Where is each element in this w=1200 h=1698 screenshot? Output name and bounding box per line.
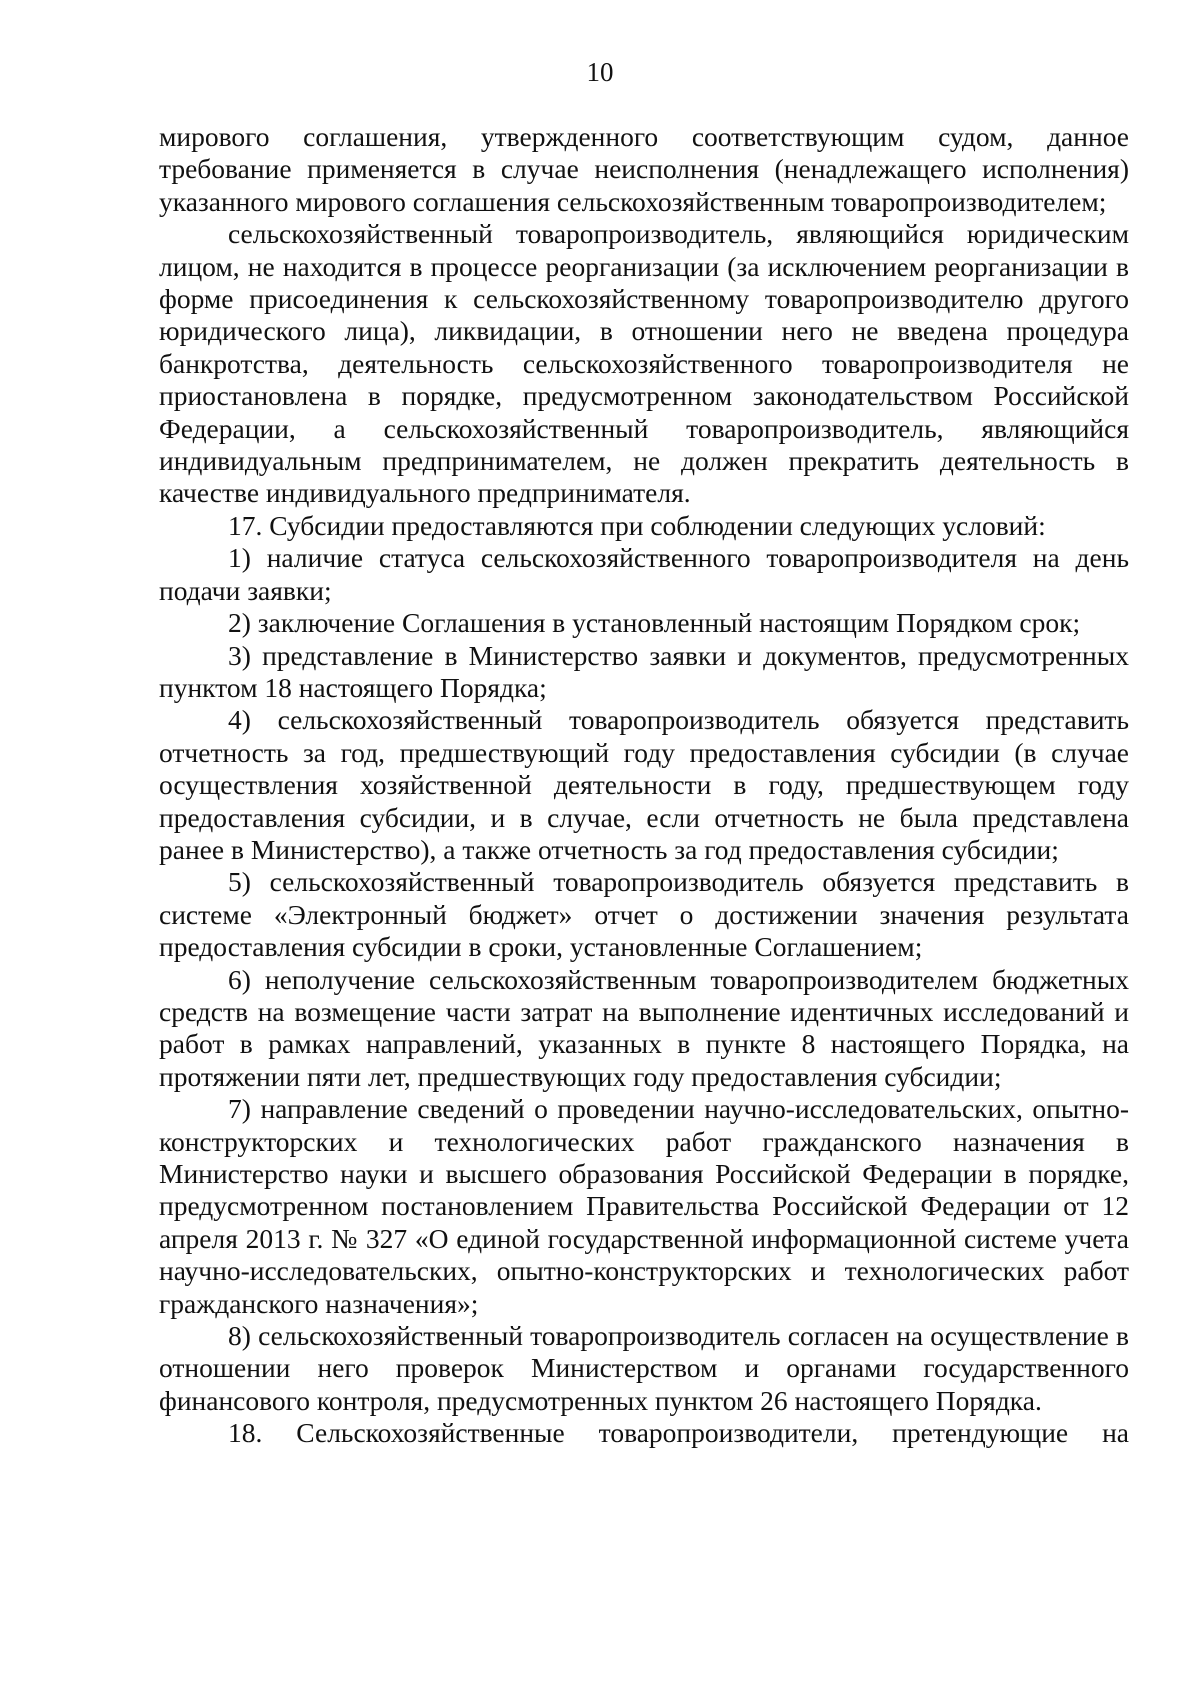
condition-8: 8) сельскохозяйственный товаропроизводитель согласен на осуществление в отношении него проверок Министерством и органами государственного финансового контроля, предусмотренных пунктом 26 настоящего Порядка. (159, 1320, 1129, 1416)
paragraph-18-start: 18. Сельскохозяйственные товаропроизводители, претендующие на (228, 1417, 1129, 1449)
condition-4: 4) сельскохозяйственный товаропроизводитель обязуется представить отчетность за год, предшествующий году предоставления субсидии (в случае осуществления хозяйственной деятельности в году, предшествующем году предоставления субсидии, и в случае, если отчетность не была представлена ранее в Министерство), а также отчетность за год предоставления субсидии; (159, 704, 1129, 865)
condition-6: 6) неполучение сельскохозяйственным товаропроизводителем бюджетных средств на возмещение части затрат на выполнение идентичных исследований и работ в рамках направлений, указанных в пункте 8 настоящего Порядка, на протяжении пяти лет, предшествующих году предоставления субсидии; (159, 963, 1129, 1092)
condition-2: 2) заключение Соглашения в установленный настоящим Порядком срок; (228, 607, 1081, 639)
condition-7: 7) направление сведений о проведении научно-исследовательских, опытно-конструкторских и технологических работ гражданского назначения в Министерство науки и высшего образования Российской Федерации в порядке, предусмотренном постановлением Правительства Российской Федерации от 12 апреля 2013 г. № 327 «О единой государственной информационной системе учета научно-исследовательских, опытно-конструкторских и технологических работ гражданского назначения»; (159, 1093, 1129, 1319)
paragraph-legal-entity-status: сельскохозяйственный товаропроизводитель, являющийся юридическим лицом, не находится в процессе реорганизации (за исключением реорганизации в форме присоединения к сельскохозяйственному товаропроизводителю другого юридического лица), ликвидации, в отношении него не введена процедура банкротства, деятельность сельскохозяйственного товаропроизводителя не приостановлена в порядке, предусмотренном законодательством Российской Федерации, а сельскохозяйственный товаропроизводитель, являющийся индивидуальным предпринимателем, не должен прекратить деятельность в качестве индивидуального предпринимателя. (159, 218, 1129, 509)
paragraph-17-heading: 17. Субсидии предоставляются при соблюдении следующих условий: (228, 509, 1046, 541)
document-body (159, 121, 1129, 1450)
paragraph-settlement-continuation: мирового соглашения, утвержденного соответствующим судом, данное требование применяется в случае неисполнения (ненадлежащего исполнения) указанного мирового соглашения сельскохозяйственным товаропроизводителем; (159, 121, 1129, 217)
condition-3: 3) представление в Министерство заявки и документов, предусмотренных пунктом 18 настоящего Порядка; (159, 639, 1129, 703)
condition-5: 5) сельскохозяйственный товаропроизводитель обязуется представить в системе «Электронный бюджет» отчет о достижении значения результата предоставления субсидии в сроки, установленные Соглашением; (159, 866, 1129, 963)
page-number: 10 (586, 57, 614, 87)
condition-1: 1) наличие статуса сельскохозяйственного товаропроизводителя на день подачи заявки; (159, 542, 1129, 606)
